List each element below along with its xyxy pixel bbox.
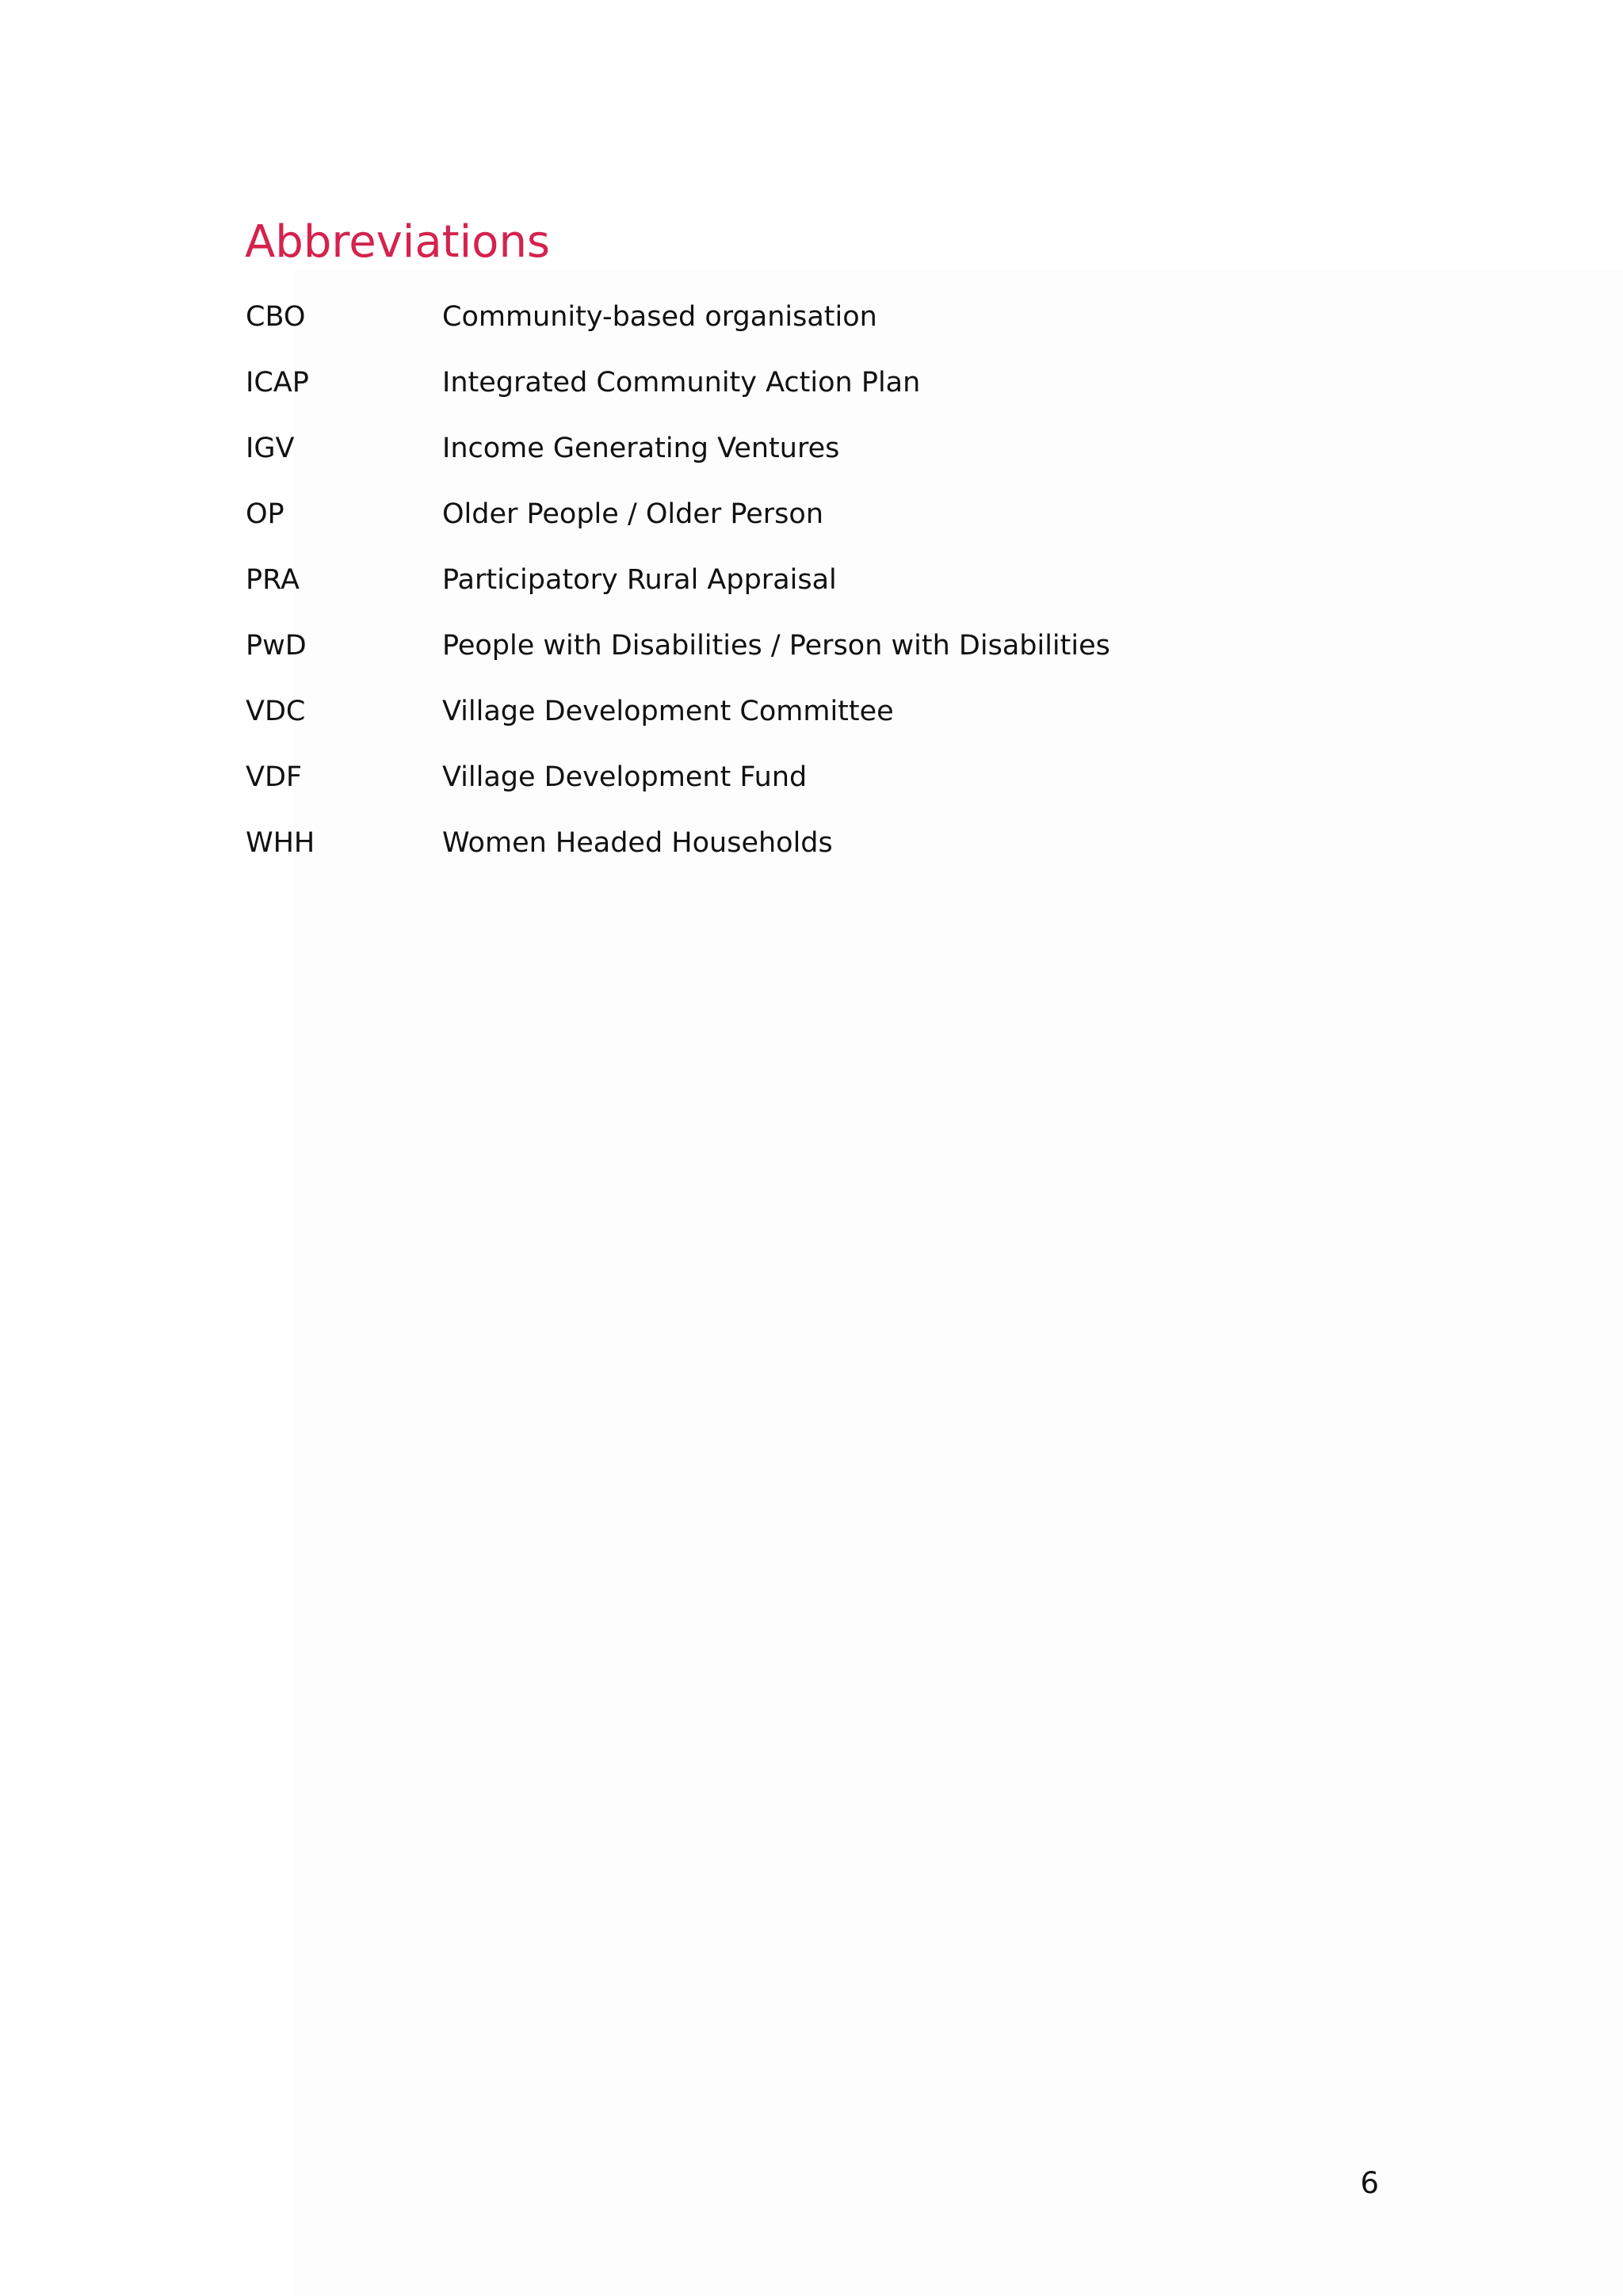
abbreviation-row: [246, 426, 1110, 492]
page-title: Abbreviations: [245, 216, 551, 268]
abbreviation-row: [246, 755, 1110, 821]
abbreviation-term: PwD: [246, 630, 307, 662]
abbreviation-definition: Income Generating Ventures: [442, 433, 840, 464]
abbreviation-definition: Community-based organisation: [442, 301, 877, 333]
abbreviation-definition: Participatory Rural Appraisal: [442, 564, 837, 596]
abbreviation-definition: Older People / Older Person: [442, 498, 824, 530]
abbreviation-term: WHH: [246, 827, 315, 859]
abbreviation-definition: Village Development Committee: [442, 696, 894, 727]
abbreviation-term: VDC: [246, 696, 306, 727]
abbreviation-definition: Village Development Fund: [442, 761, 808, 793]
abbreviation-row: [246, 558, 1110, 624]
page-number: 6: [1360, 2166, 1379, 2200]
abbreviation-definition: People with Disabilities / Person with Disabilities: [442, 630, 1110, 662]
abbreviation-row: [246, 360, 1110, 426]
abbreviation-term: IGV: [246, 433, 295, 464]
abbreviation-definition: Integrated Community Action Plan: [442, 367, 921, 399]
abbreviation-row: [246, 689, 1110, 755]
abbreviation-row: [246, 295, 1110, 360]
abbreviation-term: OP: [246, 498, 285, 530]
abbreviation-row: [246, 821, 1110, 887]
abbreviation-term: ICAP: [246, 367, 309, 399]
abbreviation-term: CBO: [246, 301, 306, 333]
abbreviation-row: [246, 492, 1110, 558]
abbreviation-list: [246, 295, 1110, 887]
abbreviation-term: VDF: [246, 761, 303, 793]
abbreviation-term: PRA: [246, 564, 300, 596]
abbreviation-row: [246, 624, 1110, 689]
abbreviation-definition: Women Headed Households: [442, 827, 833, 859]
